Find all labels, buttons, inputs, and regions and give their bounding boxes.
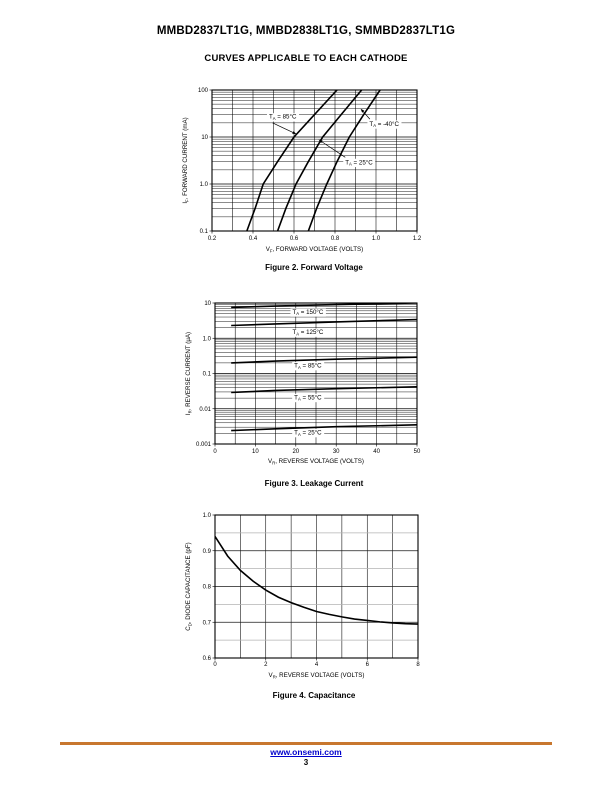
x-tick-label: 4 xyxy=(314,662,319,668)
y-tick-label: 0.01 xyxy=(199,406,211,413)
axis-ticks xyxy=(203,513,421,668)
page-number: 3 xyxy=(303,758,309,767)
curve-label: $T_A = 25^\circ C$ xyxy=(294,429,322,437)
curve-label: $T_A = 55^\circ C$ xyxy=(294,394,322,402)
y-tick-label: 1.0 xyxy=(202,336,211,343)
y-tick-label: 10 xyxy=(201,135,208,141)
capacitance-chart xyxy=(150,507,450,687)
figure2-caption: Figure 2. Forward Voltage xyxy=(265,263,363,272)
x-axis-title: $V_R$, REVERSE VOLTAGE (VOLTS) xyxy=(268,672,365,680)
x-tick-label: 0 xyxy=(213,662,217,668)
x-tick-label: 8 xyxy=(416,662,420,668)
curve-label: $T_A = 85^\circ C$ xyxy=(294,362,322,370)
curve-label: $T_A = 125^\circ C$ xyxy=(292,329,324,337)
y-tick-label: 0.1 xyxy=(199,229,208,235)
figure4-caption: Figure 4. Capacitance xyxy=(272,691,356,700)
curve-ta-85-c xyxy=(231,357,417,363)
y-tick-label: 0.001 xyxy=(195,442,211,448)
y-axis-title: $C_D$, DIODE CAPACITANCE (pF) xyxy=(185,542,193,631)
y-tick-label: 1.0 xyxy=(199,182,208,188)
y-axis-title: $I_F$, FORWARD CURRENT (mA) xyxy=(182,117,190,204)
curves-heading: CURVES APPLICABLE TO EACH CATHODE xyxy=(204,53,408,64)
x-tick-label: 0.8 xyxy=(330,236,340,242)
x-tick-label: 6 xyxy=(365,662,369,668)
y-tick-label: 100 xyxy=(197,88,208,94)
y-tick-label: 0.6 xyxy=(202,656,211,662)
grid-lines xyxy=(215,303,417,444)
curve-label: $T_A = -40^\circ C$ xyxy=(369,120,399,129)
x-tick-label: 0.6 xyxy=(289,236,299,242)
x-axis-title: $V_F$, FORWARD VOLTAGE (VOLTS) xyxy=(265,246,364,254)
x-tick-label: 40 xyxy=(373,449,380,455)
curve-ta-150-c xyxy=(231,303,417,307)
page-title: MMBD2837LT1G, MMBD2838LT1G, SMMBD2837LT1G xyxy=(156,25,456,37)
y-tick-label: 0.9 xyxy=(202,548,211,555)
x-tick-label: 0 xyxy=(213,449,217,455)
curve-label: $T_A = 150^\circ C$ xyxy=(292,308,324,317)
figure3-caption: Figure 3. Leakage Current xyxy=(264,479,364,488)
leakage-current-chart xyxy=(150,295,450,475)
x-tick-label: 2 xyxy=(264,662,268,668)
x-tick-label: 1.2 xyxy=(412,236,422,242)
forward-voltage-chart xyxy=(150,80,450,265)
x-tick-label: 50 xyxy=(413,449,421,455)
y-tick-label: 0.8 xyxy=(202,584,211,591)
y-tick-label: 10 xyxy=(204,301,211,307)
x-tick-label: 20 xyxy=(292,449,300,455)
curve-label: $T_A = 85^\circ C$ xyxy=(268,113,297,122)
x-tick-label: 30 xyxy=(332,449,340,455)
onsemi-link[interactable]: www.onsemi.com xyxy=(270,747,342,757)
x-tick-label: 10 xyxy=(252,449,259,455)
y-tick-label: 1.0 xyxy=(202,513,211,519)
curve-label: $T_A = 25^\circ C$ xyxy=(345,159,373,167)
x-tick-label: 0.4 xyxy=(248,236,258,242)
footer-rule xyxy=(60,742,552,745)
curve-ta-85-c xyxy=(247,90,337,231)
y-axis-title: $I_R$, REVERSE CURRENT (µA) xyxy=(185,331,193,416)
x-tick-label: 1.0 xyxy=(371,236,381,242)
grid-lines xyxy=(215,515,418,658)
y-tick-label: 0.1 xyxy=(202,371,211,378)
curve-ta-125-c xyxy=(231,320,417,326)
y-tick-label: 0.7 xyxy=(202,620,211,627)
x-axis-title: $V_R$, REVERSE VOLTAGE (VOLTS) xyxy=(268,458,364,466)
x-tick-label: 0.2 xyxy=(207,236,217,242)
grid-lines xyxy=(212,90,417,231)
curve-labels xyxy=(267,113,402,167)
axis-ticks xyxy=(198,88,422,242)
